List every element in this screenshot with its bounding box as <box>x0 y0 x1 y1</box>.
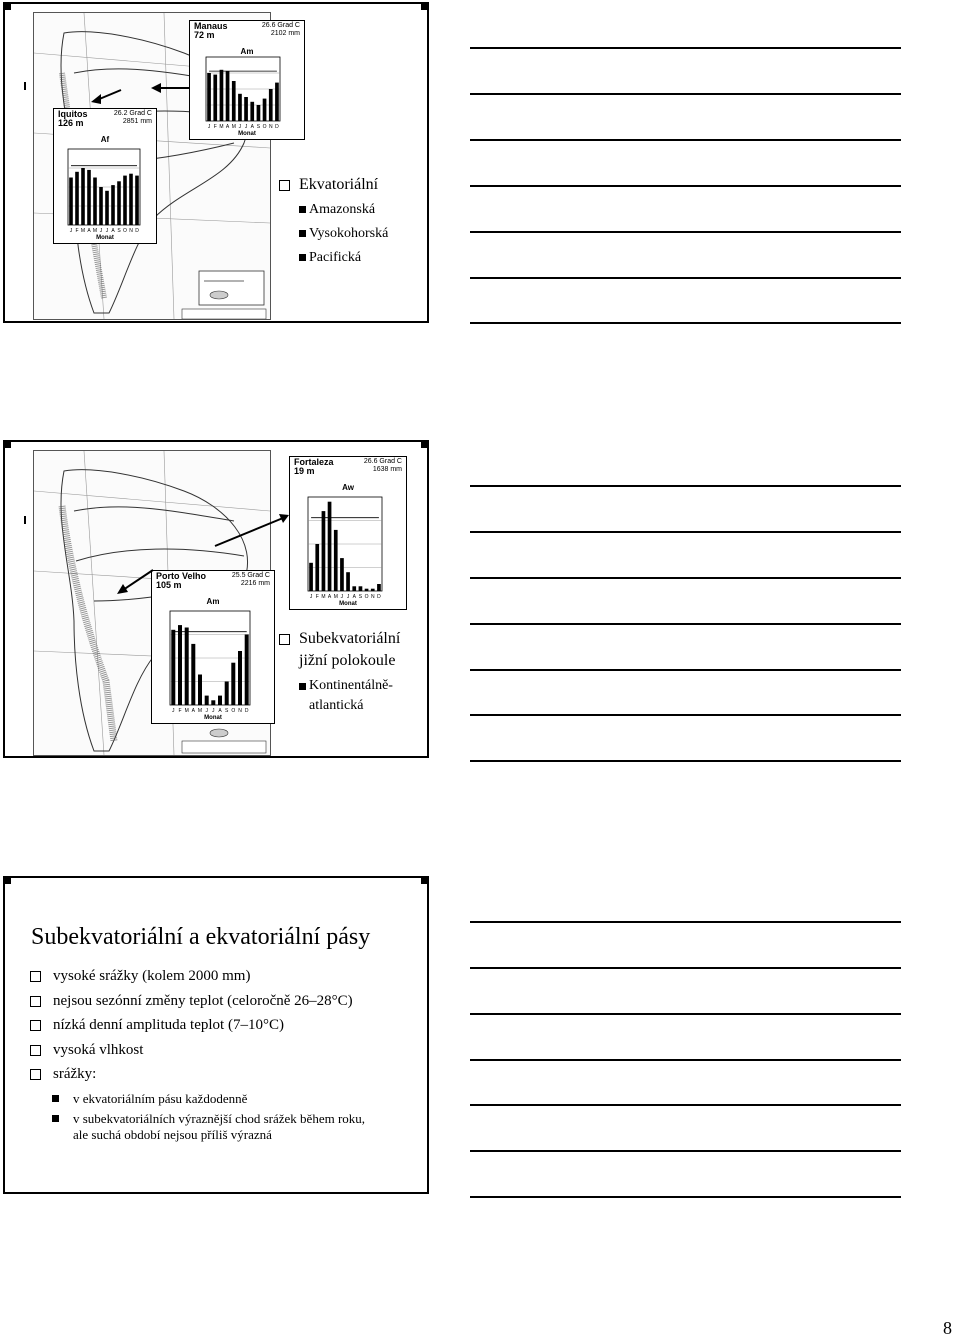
x-axis-label: Monat <box>204 715 222 721</box>
month-tick-label: F <box>213 124 217 130</box>
slide-1-bullets <box>277 174 388 270</box>
slide-3-bullets <box>27 964 422 1143</box>
month-tick-label: M <box>80 228 86 234</box>
station-summary: 26.6 Grad C 2102 mm <box>261 22 300 37</box>
month-tick-label: D <box>135 228 139 234</box>
x-axis-label: Monat <box>238 131 256 137</box>
bullet-item: Pacifická <box>277 246 388 270</box>
station-name: Porto Velho 105 m <box>156 571 207 590</box>
margin-mark <box>24 82 26 90</box>
bullet-item: Vysokohorská <box>277 222 388 246</box>
month-tick-label: O <box>123 228 127 234</box>
month-tick-label: M <box>321 594 326 600</box>
bullet-item: nízká denní amplituda teplot (7–10°C) <box>27 1013 422 1038</box>
month-tick-label: A <box>111 228 115 234</box>
station-summary: 26.2 Grad C 2851 mm <box>113 110 152 125</box>
month-tick-label: N <box>268 124 273 130</box>
climate-type: Am <box>206 597 220 606</box>
month-tick-label: S <box>225 708 229 714</box>
month-tick-label: S <box>358 594 363 600</box>
bullet-item: Amazonská <box>277 198 388 222</box>
month-tick-label: N <box>129 228 133 234</box>
month-tick-label: A <box>225 124 230 130</box>
month-tick-label: J <box>99 228 103 234</box>
station-name: Manaus 72 m <box>194 21 228 40</box>
climate-type: Aw <box>342 483 354 492</box>
month-tick-label: D <box>377 594 381 600</box>
bullet-item: vysoká vlhkost <box>27 1038 422 1063</box>
month-tick-label: S <box>117 228 121 234</box>
bullet-item: Kontinentálně- atlantická <box>277 676 400 716</box>
sub-bullet-item: v subekvatoriálních výraznější chod srážek během roku, ale suchá období nejsou příliš výrazná <box>27 1111 422 1143</box>
month-tick-label: M <box>231 124 236 130</box>
month-tick-label: J <box>238 124 242 130</box>
month-tick-label: F <box>315 594 319 600</box>
month-tick-label: A <box>87 228 91 234</box>
pointer-arrows <box>5 4 429 323</box>
slide-2 <box>3 440 429 758</box>
month-tick-label: F <box>178 708 182 714</box>
month-tick-label: A <box>327 594 332 600</box>
month-tick-label: J <box>309 594 313 600</box>
month-tick-label: A <box>352 594 356 600</box>
climate-type: Af <box>100 135 110 144</box>
month-tick-label: O <box>231 708 236 714</box>
month-tick-label: O <box>364 594 369 600</box>
corner-mark <box>5 878 11 884</box>
month-tick-label: M <box>197 708 203 714</box>
bullet-heading: Ekvatoriální <box>277 174 388 196</box>
month-tick-label: D <box>275 124 279 130</box>
month-tick-label: N <box>370 594 375 600</box>
bullet-item: nejsou sezónní změny teplot (celoročně 26–28°C) <box>27 989 422 1014</box>
x-axis-label: Monat <box>339 601 357 607</box>
slide-title: Subekvatoriální a ekvatoriální pásy <box>31 924 371 950</box>
month-tick-label: A <box>218 708 222 714</box>
month-tick-label: J <box>244 124 248 130</box>
month-tick-label: M <box>92 228 98 234</box>
bullet-item: srážky: <box>27 1062 422 1087</box>
sub-bullet-item: v ekvatoriálním pásu každodenně <box>27 1089 422 1108</box>
x-axis-label: Monat <box>96 235 114 241</box>
corner-mark <box>421 878 427 884</box>
station-summary: 26.6 Grad C 1638 mm <box>363 458 402 473</box>
month-tick-label: J <box>207 124 211 130</box>
climate-type: Am <box>240 47 254 56</box>
month-tick-label: J <box>212 708 215 714</box>
bullet-heading: Subekvatoriální jižní polokoule <box>277 628 400 672</box>
station-summary: 25.5 Grad C 2216 mm <box>231 572 270 587</box>
month-tick-label: A <box>250 124 254 130</box>
station-name: Fortaleza 19 m <box>294 457 334 476</box>
month-tick-label: J <box>172 708 175 714</box>
month-tick-label: M <box>333 594 338 600</box>
margin-mark <box>24 516 26 524</box>
month-tick-label: O <box>262 124 267 130</box>
month-tick-label: J <box>69 228 73 234</box>
page-number: 8 <box>943 1318 952 1338</box>
slide-1 <box>3 2 429 323</box>
month-tick-label: J <box>340 594 344 600</box>
month-tick-label: F <box>75 228 79 234</box>
month-tick-label: J <box>346 594 350 600</box>
month-tick-label: J <box>105 228 109 234</box>
slide-3 <box>3 876 429 1194</box>
station-name: Iquitos 126 m <box>58 109 88 128</box>
month-tick-label: D <box>244 708 249 714</box>
slide-2-bullets <box>277 628 400 716</box>
month-tick-label: M <box>184 708 189 714</box>
month-tick-label: J <box>205 708 208 714</box>
month-tick-label: S <box>256 124 261 130</box>
bullet-item: vysoké srážky (kolem 2000 mm) <box>27 964 422 989</box>
month-tick-label: M <box>219 124 224 130</box>
month-tick-label: N <box>238 708 242 714</box>
month-tick-label: A <box>191 708 195 714</box>
